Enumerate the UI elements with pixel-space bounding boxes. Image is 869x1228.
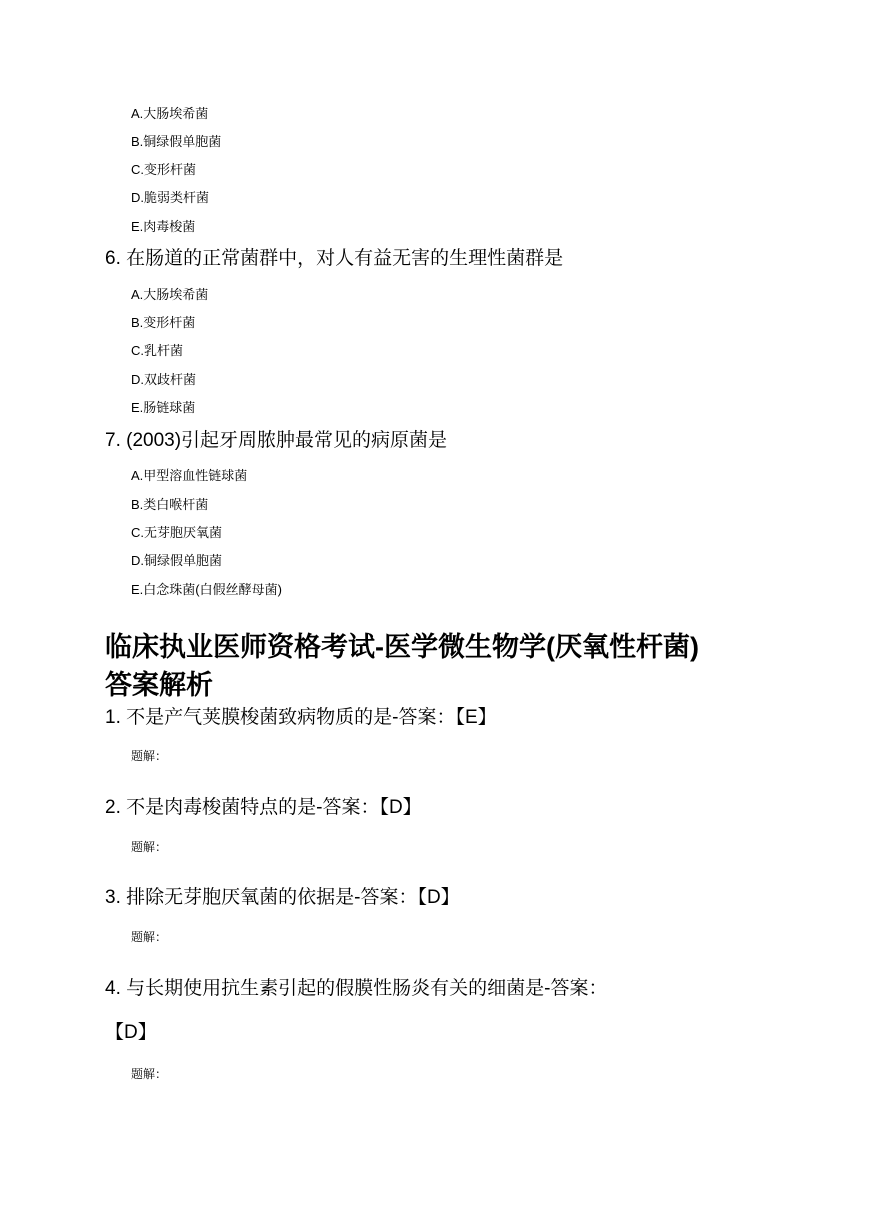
answers-title-line1: 临床执业医师资格考试-医学微生物学(厌氧性杆菌) xyxy=(105,632,699,662)
answer-4-explanation: 题解： xyxy=(131,1067,168,1081)
q7-option-c: C.无芽胞厌氧菌 xyxy=(131,525,223,540)
question-6: 6. 在肠道的正常菌群中，对人有益无害的生理性菌群是 xyxy=(105,248,564,269)
question-7: 7. (2003)引起牙周脓肿最常见的病原菌是 xyxy=(105,430,448,451)
answer-1: 1. 不是产气荚膜梭菌致病物质的是-答案：【E】 xyxy=(105,707,497,728)
q6-option-a: A.大肠埃希菌 xyxy=(131,287,209,302)
option-a: A.大肠埃希菌 xyxy=(131,106,209,121)
q7-option-d: D.铜绿假单胞菌 xyxy=(131,553,223,568)
answer-1-explanation: 题解： xyxy=(131,749,168,763)
answer-3-explanation: 题解： xyxy=(131,930,168,944)
q7-option-e: E.白念珠菌(白假丝酵母菌) xyxy=(131,582,282,597)
answer-2: 2. 不是肉毒梭菌特点的是-答案：【D】 xyxy=(105,797,422,818)
answer-3: 3. 排除无芽胞厌氧菌的依据是-答案：【D】 xyxy=(105,887,460,908)
answer-4: 4. 与长期使用抗生素引起的假膜性肠炎有关的细菌是-答案： xyxy=(105,978,608,999)
q6-option-b: B.变形杆菌 xyxy=(131,315,196,330)
option-c: C.变形杆菌 xyxy=(131,162,197,177)
q6-option-d: D.双歧杆菌 xyxy=(131,372,197,387)
option-e: E.肉毒梭菌 xyxy=(131,219,196,234)
q7-option-a: A.甲型溶血性链球菌 xyxy=(131,468,248,483)
q7-option-b: B.类白喉杆菌 xyxy=(131,497,209,512)
q6-option-e: E.肠链球菌 xyxy=(131,400,196,415)
q6-option-c: C.乳杆菌 xyxy=(131,343,184,358)
answer-2-explanation: 题解： xyxy=(131,840,168,854)
option-b: B.铜绿假单胞菌 xyxy=(131,134,222,149)
answer-4-continuation: 【D】 xyxy=(105,1022,157,1043)
option-d: D.脆弱类杆菌 xyxy=(131,190,210,205)
answers-title-line2: 答案解析 xyxy=(105,670,213,700)
